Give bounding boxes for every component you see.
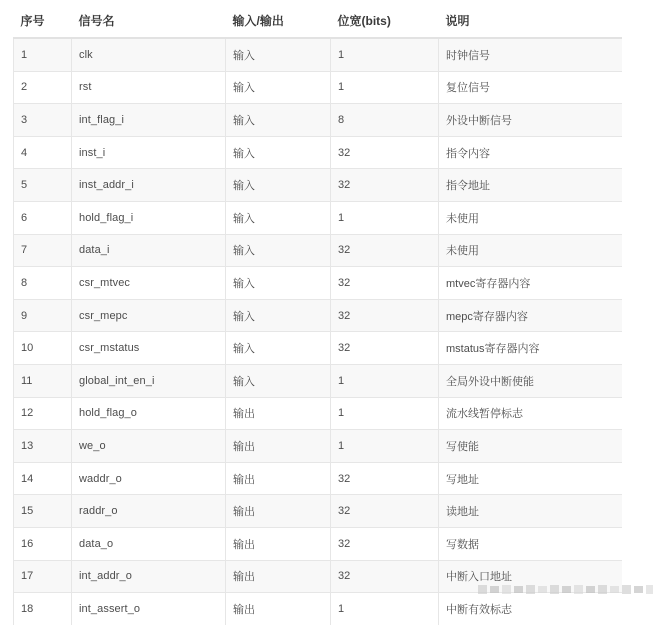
cell-signal-name: csr_mtvec <box>72 267 226 300</box>
table-row <box>14 71 622 104</box>
cell-signal-name: int_addr_o <box>72 560 226 593</box>
cell-signal-name: data_o <box>72 527 226 560</box>
cell-index: 11 <box>14 364 72 397</box>
cell-index: 10 <box>14 332 72 365</box>
cell-signal-name: hold_flag_i <box>72 201 226 234</box>
cell-index: 3 <box>14 104 72 137</box>
cell-description: 指令内容 <box>439 136 622 169</box>
cell-description: 时钟信号 <box>439 38 622 71</box>
cell-bit-width: 32 <box>331 462 439 495</box>
cell-bit-width: 8 <box>331 104 439 137</box>
cell-direction: 输入 <box>226 201 331 234</box>
header-bit-width: 位宽(bits) <box>331 4 439 38</box>
table-row <box>14 234 622 267</box>
cell-bit-width: 1 <box>331 201 439 234</box>
cell-bit-width: 32 <box>331 136 439 169</box>
header-direction: 输入/输出 <box>226 4 331 38</box>
cell-bit-width: 32 <box>331 527 439 560</box>
cell-signal-name: int_assert_o <box>72 593 226 625</box>
table-row <box>14 299 622 332</box>
cell-signal-name: csr_mepc <box>72 299 226 332</box>
cell-description: 写地址 <box>439 462 622 495</box>
cell-description: 中断有效标志 <box>439 593 622 625</box>
header-description: 说明 <box>439 4 622 38</box>
cell-direction: 输入 <box>226 71 331 104</box>
cell-bit-width: 32 <box>331 267 439 300</box>
cell-index: 17 <box>14 560 72 593</box>
table-row <box>14 430 622 463</box>
signal-table <box>13 4 622 625</box>
table-body <box>14 38 622 625</box>
cell-index: 16 <box>14 527 72 560</box>
cell-bit-width: 32 <box>331 332 439 365</box>
table-row <box>14 364 622 397</box>
cell-description: 读地址 <box>439 495 622 528</box>
cell-direction: 输入 <box>226 169 331 202</box>
cell-description: 写数据 <box>439 527 622 560</box>
cell-bit-width: 1 <box>331 364 439 397</box>
cell-index: 4 <box>14 136 72 169</box>
cell-index: 18 <box>14 593 72 625</box>
cell-signal-name: we_o <box>72 430 226 463</box>
cell-index: 15 <box>14 495 72 528</box>
cell-index: 13 <box>14 430 72 463</box>
header-row <box>14 4 622 38</box>
cell-description: 中断入口地址 <box>439 560 622 593</box>
cell-direction: 输出 <box>226 462 331 495</box>
table-row <box>14 527 622 560</box>
cell-description: 指令地址 <box>439 169 622 202</box>
header-index: 序号 <box>14 4 72 38</box>
cell-signal-name: data_i <box>72 234 226 267</box>
cell-index: 14 <box>14 462 72 495</box>
cell-direction: 输出 <box>226 593 331 625</box>
cell-signal-name: inst_i <box>72 136 226 169</box>
cell-index: 7 <box>14 234 72 267</box>
cell-signal-name: clk <box>72 38 226 71</box>
header-signal-name: 信号名 <box>72 4 226 38</box>
cell-description: mstatus寄存器内容 <box>439 332 622 365</box>
table-row <box>14 495 622 528</box>
cell-direction: 输出 <box>226 397 331 430</box>
cell-index: 2 <box>14 71 72 104</box>
cell-bit-width: 1 <box>331 430 439 463</box>
cell-signal-name: csr_mstatus <box>72 332 226 365</box>
cell-index: 6 <box>14 201 72 234</box>
cell-description: mtvec寄存器内容 <box>439 267 622 300</box>
cell-description: 流水线暂停标志 <box>439 397 622 430</box>
cell-description: 写使能 <box>439 430 622 463</box>
cell-bit-width: 1 <box>331 71 439 104</box>
watermark-mosaic <box>478 585 653 594</box>
table-row <box>14 104 622 137</box>
table-row <box>14 201 622 234</box>
cell-direction: 输入 <box>226 136 331 169</box>
cell-direction: 输出 <box>226 560 331 593</box>
cell-index: 8 <box>14 267 72 300</box>
cell-direction: 输入 <box>226 299 331 332</box>
cell-bit-width: 32 <box>331 299 439 332</box>
cell-signal-name: inst_addr_i <box>72 169 226 202</box>
cell-direction: 输入 <box>226 104 331 137</box>
cell-description: 全局外设中断使能 <box>439 364 622 397</box>
cell-description: 外设中断信号 <box>439 104 622 137</box>
cell-direction: 输入 <box>226 234 331 267</box>
cell-signal-name: global_int_en_i <box>72 364 226 397</box>
cell-signal-name: int_flag_i <box>72 104 226 137</box>
cell-bit-width: 32 <box>331 234 439 267</box>
table-row <box>14 38 622 71</box>
cell-description: 未使用 <box>439 234 622 267</box>
cell-description: 未使用 <box>439 201 622 234</box>
cell-bit-width: 32 <box>331 560 439 593</box>
table-row <box>14 593 622 625</box>
cell-bit-width: 1 <box>331 38 439 71</box>
cell-bit-width: 32 <box>331 495 439 528</box>
table-row <box>14 462 622 495</box>
cell-index: 5 <box>14 169 72 202</box>
cell-direction: 输出 <box>226 430 331 463</box>
cell-direction: 输入 <box>226 332 331 365</box>
cell-direction: 输入 <box>226 38 331 71</box>
cell-signal-name: rst <box>72 71 226 104</box>
cell-index: 12 <box>14 397 72 430</box>
cell-direction: 输入 <box>226 364 331 397</box>
cell-direction: 输出 <box>226 495 331 528</box>
cell-index: 1 <box>14 38 72 71</box>
cell-direction: 输入 <box>226 267 331 300</box>
table-row <box>14 169 622 202</box>
cell-signal-name: waddr_o <box>72 462 226 495</box>
table-row <box>14 136 622 169</box>
table-row <box>14 332 622 365</box>
cell-description: 复位信号 <box>439 71 622 104</box>
cell-bit-width: 1 <box>331 593 439 625</box>
cell-signal-name: raddr_o <box>72 495 226 528</box>
cell-bit-width: 32 <box>331 169 439 202</box>
table-row <box>14 267 622 300</box>
cell-index: 9 <box>14 299 72 332</box>
cell-description: mepc寄存器内容 <box>439 299 622 332</box>
table-row <box>14 397 622 430</box>
cell-signal-name: hold_flag_o <box>72 397 226 430</box>
cell-direction: 输出 <box>226 527 331 560</box>
cell-bit-width: 1 <box>331 397 439 430</box>
table-header <box>14 4 622 38</box>
